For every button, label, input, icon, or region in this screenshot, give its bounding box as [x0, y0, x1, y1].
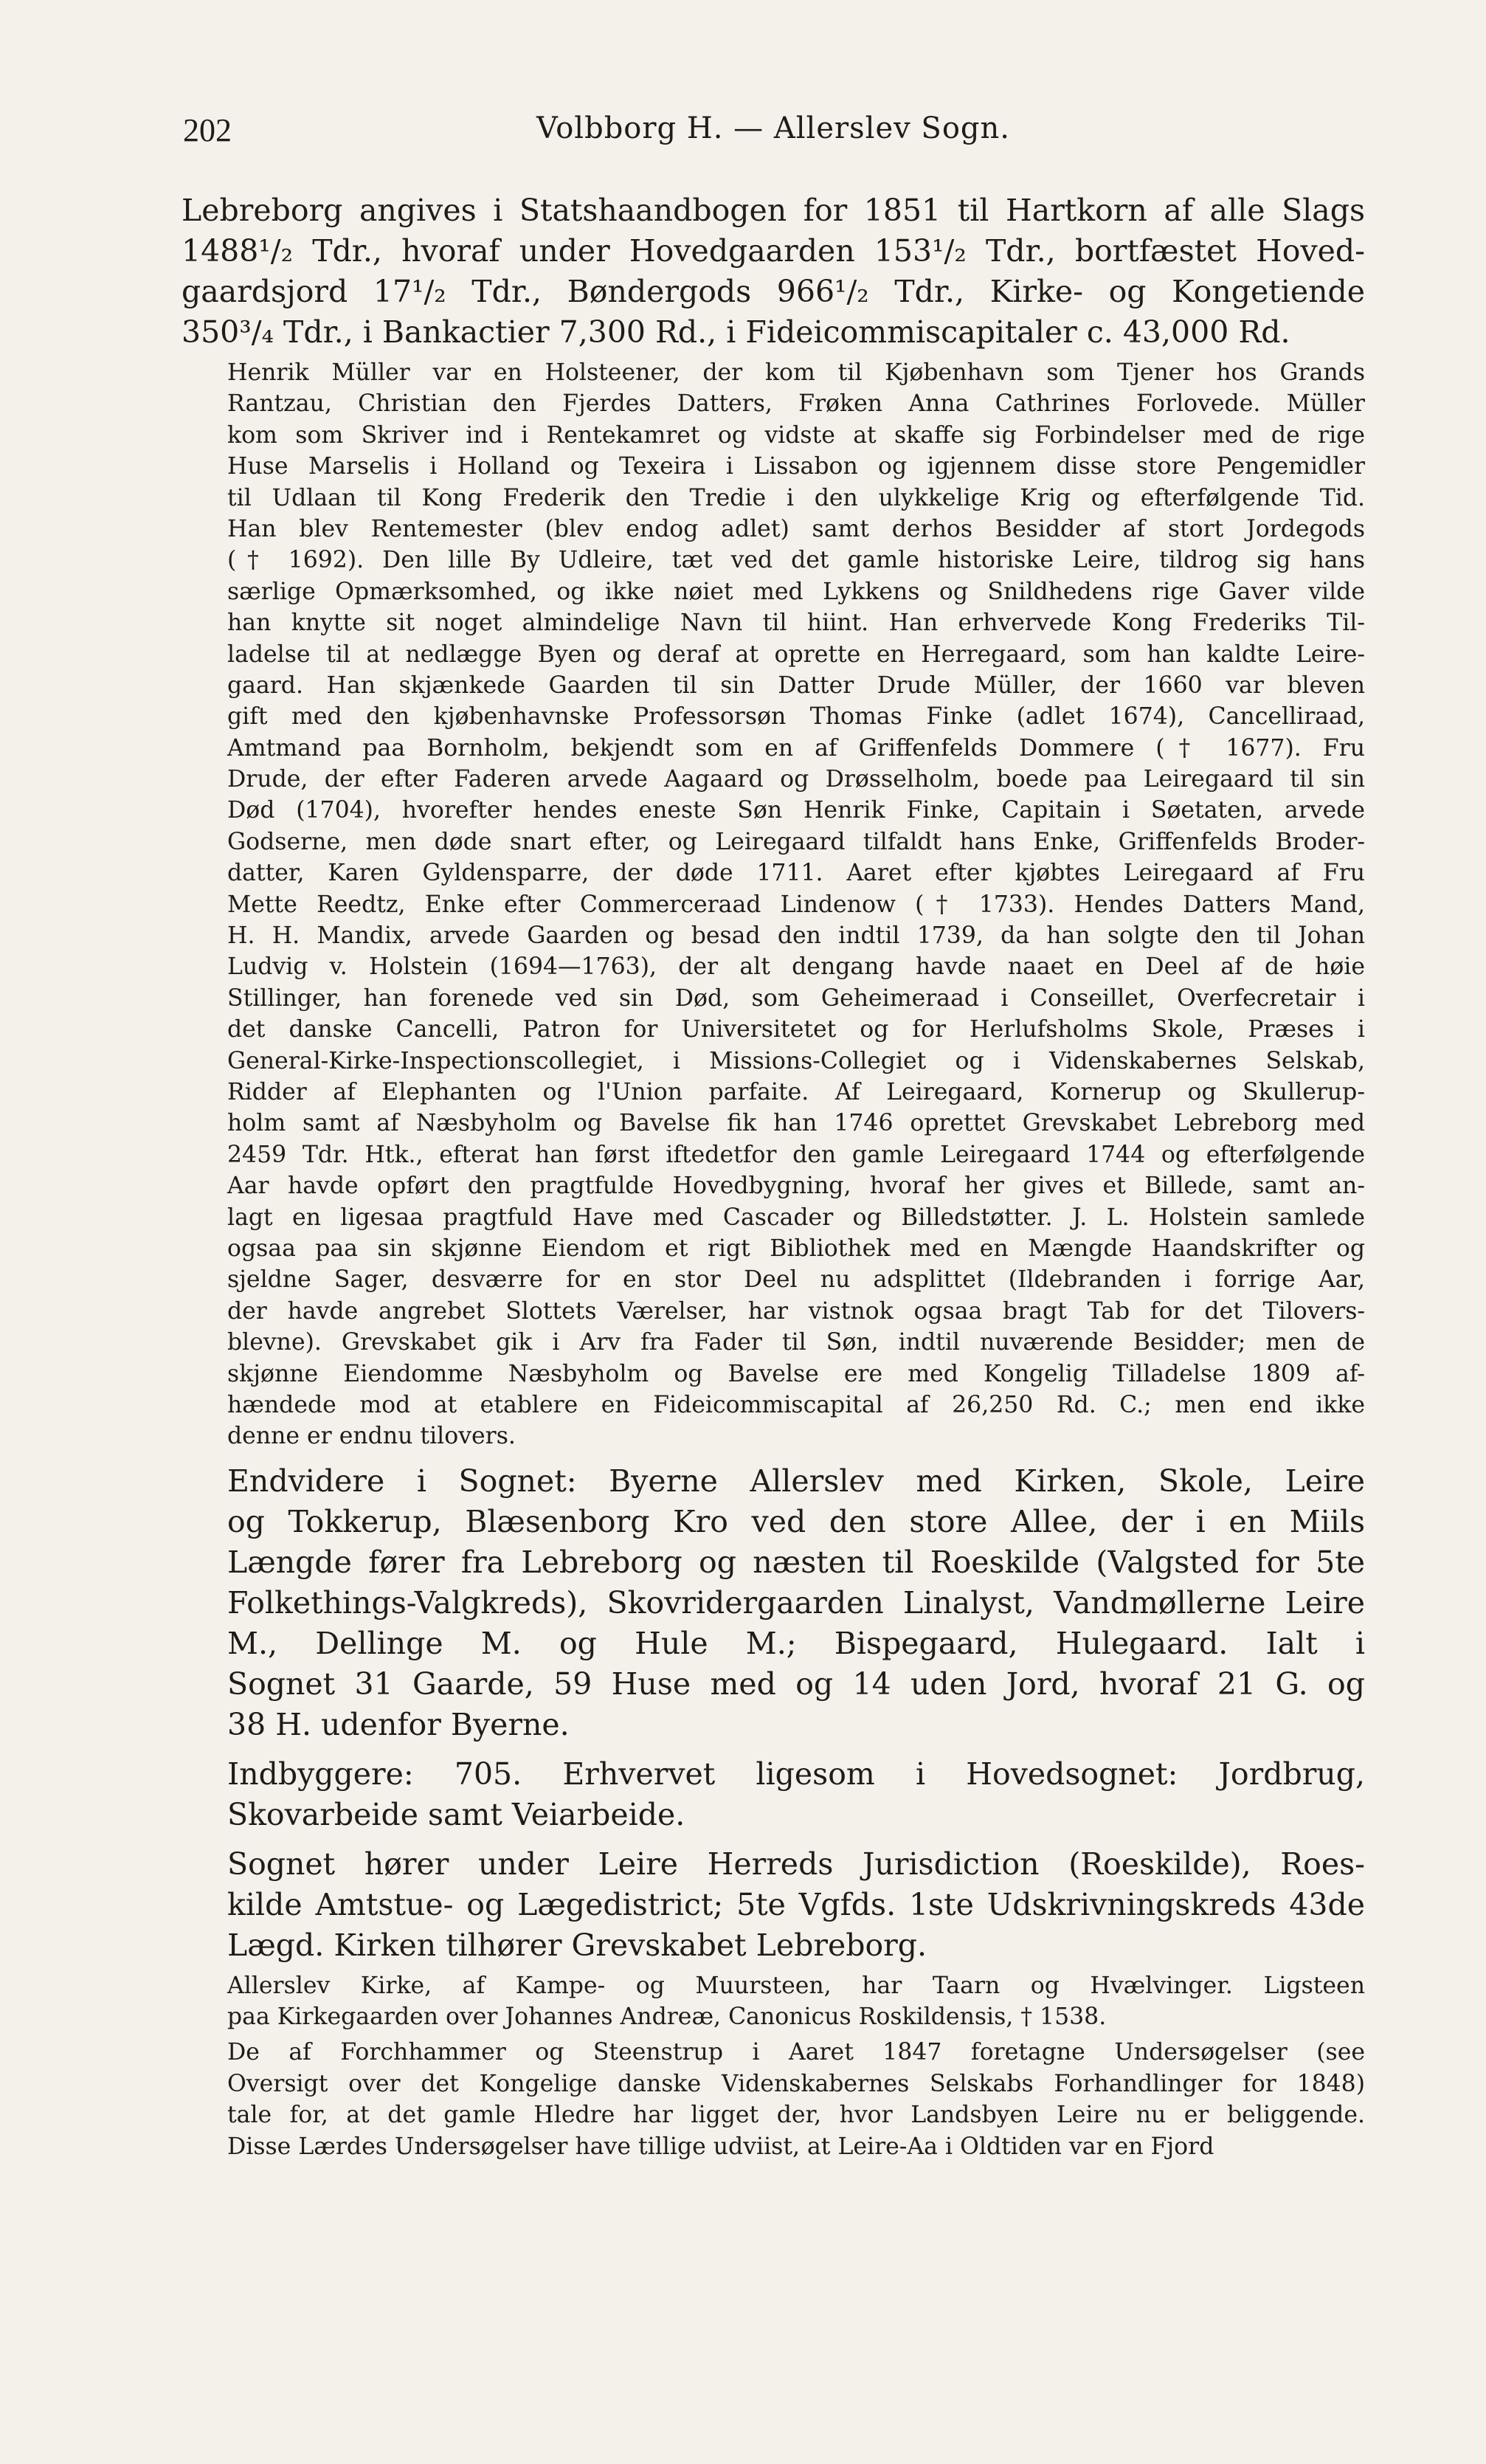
text-line: holm samt af Næsbyholm og Bavelse fik han 1746 oprettet Grevskabet Lebreborg med: [227, 1110, 1365, 1137]
text-line: datter, Karen Gyldensparre, der døde 1711. Aaret efter kjøbtes Leiregaard af Fru: [227, 860, 1365, 887]
small-print-paragraph: [182, 1970, 1365, 2033]
text-line: gaardsjord 17¹/₂ Tdr., Bøndergods 966¹/₂ Tdr., Kirke- og Kongetiende: [182, 274, 1365, 309]
page-body: [182, 190, 1365, 2162]
text-line: Folkethings-Valgkreds), Skovridergaarden Linalyst, Vandmøllerne Leire: [227, 1584, 1365, 1621]
text-line: Ludvig v. Holstein (1694—1763), der alt dengang havde naaet en Deel af de høie: [227, 953, 1365, 981]
text-line: 1488¹/₂ Tdr., hvoraf under Hovedgaarden 153¹/₂ Tdr., bortfæstet Hoved-: [182, 233, 1365, 269]
text-line: Lægd. Kirken tilhører Grevskabet Lebreborg.: [227, 1927, 927, 1963]
text-line: Disse Lærdes Undersøgelser have tillige udviist, at Leire-Aa i Oldtiden var en Fjord: [227, 2133, 1214, 2160]
text-line: Rantzau, Christian den Fjerdes Datters, Frøken Anna Cathrines Forlovede. Müller: [227, 390, 1365, 418]
text-line: blevne). Grevskabet gik i Arv fra Fader til Søn, indtil nuværende Besidder; men de: [227, 1329, 1365, 1356]
text-line: særlige Opmærksomhed, og ikke nøiet med Lykkens og Snildhedens rige Gaver vilde: [227, 578, 1365, 605]
text-line: Oversigt over det Kongelige danske Videnskabernes Selskabs Forhandlinger for 1848): [227, 2070, 1365, 2097]
body-paragraph: [182, 1754, 1365, 1835]
text-line: Indbyggere: 705. Erhvervet ligesom i Hovedsognet: Jordbrug,: [227, 1756, 1365, 1792]
text-line: M., Dellinge M. og Hule M.; Bispegaard, Hulegaard. Ialt i: [227, 1625, 1365, 1661]
text-line: Endvidere i Sognet: Byerne Allerslev med Kirken, Skole, Leire: [227, 1463, 1365, 1499]
text-line: til Udlaan til Kong Frederik den Tredie i den ulykkelige Krig og efterfølgende Tid.: [227, 484, 1365, 511]
text-line: der havde angrebet Slottets Værelser, har vistnok ogsaa bragt Tab for det Tilovers-: [227, 1297, 1365, 1325]
text-line: Han blev Rentemester (blev endog adlet) samt derhos Besidder af stort Jordegods: [227, 515, 1365, 542]
small-print-paragraph: [182, 2037, 1365, 2162]
body-paragraph: [182, 190, 1365, 353]
text-line: Amtmand paa Bornholm, bekjendt som en af Griffenfelds Dommere († 1677). Fru: [227, 734, 1365, 762]
text-line: Aar havde opført den pragtfulde Hovedbygning, hvoraf her gives et Billede, samt an-: [227, 1173, 1365, 1200]
text-line: Huse Marselis i Holland og Texeira i Lissabon og igjennem disse store Pengemidler: [227, 453, 1365, 480]
text-line: Død (1704), hvorefter hendes eneste Søn Henrik Finke, Capitain i Søetaten, arvede: [227, 797, 1365, 824]
text-line: paa Kirkegaarden over Johannes Andreæ, Canonicus Roskildensis, † 1538.: [227, 2004, 1107, 2031]
text-line: H. H. Mandix, arvede Gaarden og besad den indtil 1739, da han solgte den til Johan: [227, 922, 1365, 950]
text-line: 38 H. udenfor Byerne.: [227, 1706, 570, 1742]
text-line: General-Kirke-Inspectionscollegiet, i Missions-Collegiet og i Videnskabernes Selskab,: [227, 1047, 1365, 1074]
text-line: Lebreborg angives i Statshaandbogen for 1851 til Hartkorn af alle Slags: [182, 193, 1365, 228]
text-line: tale for, at det gamle Hledre har ligget der, hvor Landsbyen Leire nu er beliggende.: [227, 2102, 1365, 2129]
small-print-paragraph: [182, 357, 1365, 1452]
text-line: lagt en ligesaa pragtfuld Have med Cascader og Billedstøtter. J. L. Holstein samlede: [227, 1204, 1365, 1231]
text-line: kilde Amtstue- og Lægedistrict; 5te Vgfds. 1ste Udskrivningskreds 43de: [227, 1886, 1365, 1922]
page-number: 202: [183, 112, 232, 148]
text-line: 2459 Tdr. Htk., efterat han først iftedetfor den gamle Leiregaard 1744 og efterfølgende: [227, 1141, 1365, 1168]
text-line: det danske Cancelli, Patron for Universitetet og for Herlufsholms Skole, Præses i: [227, 1016, 1365, 1043]
text-line: 350³/₄ Tdr., i Bankactier 7,300 Rd., i Fideicommiscapitaler c. 43,000 Rd.: [182, 314, 1290, 350]
text-line: hændede mod at etablere en Fideicommiscapital af 26,250 Rd. C.; men end ikke: [227, 1391, 1365, 1418]
text-line: Sognet hører under Leire Herreds Jurisdiction (Roeskilde), Roes-: [227, 1846, 1365, 1882]
text-line: Længde fører fra Lebreborg og næsten til Roeskilde (Valgsted for 5te: [227, 1544, 1365, 1580]
body-paragraph: [182, 1461, 1365, 1745]
body-paragraph: [182, 1844, 1365, 1966]
page-header: [183, 107, 1364, 159]
text-line: kom som Skriver ind i Rentekamret og vidste at skaffe sig Forbindelser med de rige: [227, 421, 1365, 449]
text-line: Drude, der efter Faderen arvede Aagaard og Drøsselholm, boede paa Leiregaard til sin: [227, 766, 1365, 793]
text-line: gaard. Han skjænkede Gaarden til sin Datter Drude Müller, der 1660 var bleven: [227, 672, 1365, 699]
running-title: Volbborg H. — Allerslev Sogn.: [536, 111, 1010, 145]
text-line: sjeldne Sager, desværre for en stor Deel nu adsplittet (Ildebranden i forrige Aar,: [227, 1266, 1365, 1294]
text-line: og Tokkerup, Blæsenborg Kro ved den store Allee, der i en Miils: [227, 1503, 1365, 1539]
text-line: Godserne, men døde snart efter, og Leiregaard tilfaldt hans Enke, Griffenfelds Broder-: [227, 828, 1365, 855]
text-line: († 1692). Den lille By Udleire, tæt ved det gamle historiske Leire, tildrog sig hans: [227, 547, 1365, 574]
text-line: Mette Reedtz, Enke efter Commerceraad Lindenow († 1733). Hendes Datters Mand,: [227, 891, 1365, 918]
text-line: Henrik Müller var en Holsteener, der kom til Kjøbenhavn som Tjener hos Grands: [227, 359, 1365, 386]
text-line: Ridder af Elephanten og l'Union parfaite. Af Leiregaard, Kornerup og Skullerup-: [227, 1078, 1365, 1105]
text-line: Skovarbeide samt Veiarbeide.: [227, 1796, 685, 1832]
text-line: gift med den kjøbenhavnske Professorsøn Thomas Finke (adlet 1674), Cancelliraad,: [227, 703, 1365, 731]
text-line: skjønne Eiendomme Næsbyholm og Bavelse ere med Kongelig Tilladelse 1809 af-: [227, 1360, 1365, 1387]
text-line: denne er endnu tilovers.: [227, 1423, 516, 1450]
text-line: ogsaa paa sin skjønne Eiendom et rigt Bibliothek med en Mængde Haandskrifter og: [227, 1235, 1365, 1262]
text-line: ladelse til at nedlægge Byen og deraf at oprette en Herregaard, som han kaldte Leire-: [227, 641, 1365, 668]
text-line: De af Forchhammer og Steenstrup i Aaret 1847 foretagne Undersøgelser (see: [227, 2039, 1365, 2066]
text-line: Stillinger, han forenede ved sin Død, som Geheimeraad i Conseillet, Overfecretair i: [227, 984, 1365, 1012]
text-line: han knytte sit noget almindelige Navn til hiint. Han erhvervede Kong Frederiks Til-: [227, 610, 1365, 637]
text-line: Sognet 31 Gaarde, 59 Huse med og 14 uden Jord, hvoraf 21 G. og: [227, 1666, 1365, 1702]
text-line: Allerslev Kirke, af Kampe- og Muursteen, har Taarn og Hvælvinger. Ligsteen: [227, 1972, 1365, 1999]
